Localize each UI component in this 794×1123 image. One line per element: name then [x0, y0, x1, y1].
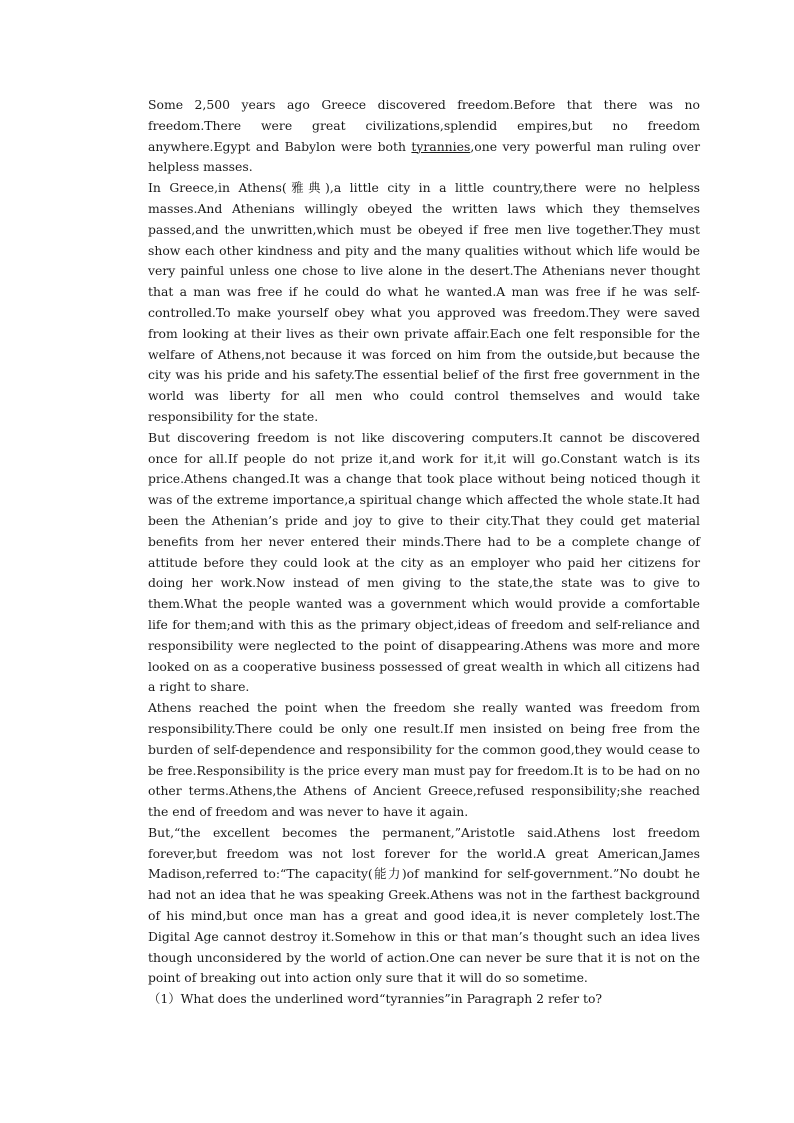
question-1: （1）What does the underlined word“tyrannies”in Paragraph 2 refer to?	[148, 991, 603, 1007]
paragraph-3: But discovering freedom is not like discovering computers.It cannot be discovered once for all.If people do not prize it,and work for it,it will go.Constant watch is its price.Athens changed.It was a change that took place without being noticed though it was of the extreme importance,a spiritual change which affected the whole state.It had been the Athenian’s pride and joy to give to their city.That they could get material benefits from her never entered their minds.There had to be a complete change of attitude before they could look at the city as an employer who paid her citizens for doing her work.Now instead of men giving to the state,the state was to give to them.What the people wanted was a government which would provide a comfortable life for them;and with this as the primary object,ideas of freedom and self-reliance and responsibility were neglected to the point of disappearing.Athens was more and more looked on as a cooperative business possessed of great wealth in which all citizens had a right to share.	[148, 429, 700, 695]
document-page	[148, 95, 700, 1010]
underlined-word: tyrannies	[411, 138, 471, 154]
paragraph-1-text-end: ,one very powerful man ruling over helpless masses.	[148, 138, 700, 175]
paragraph-1-text-start: Some 2,500 years ago Greece discovered freedom.Before that there was no freedom.There were great civilizations,splendid empires,but no freedom anywhere.Egypt and Babylon were both	[148, 97, 700, 154]
paragraph-4: Athens reached the point when the freedom she really wanted was freedom from responsibility.There could be only one result.If men insisted on being free from the burden of self-dependence and responsibility for the common good,they would cease to be free.Responsibility is the price every man must pay for freedom.It is to be had on no other terms.Athens,the Athens of Ancient Greece,refused responsibility;she reached the end of freedom and was never to have it again.	[148, 700, 700, 820]
paragraph-2: In Greece,in Athens(雅典),a little city in a little country,there were no helpless masses.And Athenians willingly obeyed the written laws which they themselves passed,and the unwritten,which must be obeyed if free men live together.They must show each other kindness and pity and the many qualities without which life would be very painful unless one chose to live alone in the desert.The Athenians never thought that a man was free if he could do what he wanted.A man was free if he was self-controlled.To make yourself obey what you approved was freedom.They were saved from looking at their lives as their own private affair.Each one felt responsible for the welfare of Athens,not because it was forced on him from the outside,but because the city was his pride and his safety.The essential belief of the first free government in the world was liberty for all men who could control themselves and would take responsibility for the state.	[148, 180, 700, 424]
paragraph-5: But,“the excellent becomes the permanent,”Aristotle said.Athens lost freedom forever,but freedom was not lost forever for the world.A great American,James Madison,referred to:“The capacity(能力)of mankind for self-government.”No doubt he had not an idea that he was speaking Greek.Athens was not in the farthest background of his mind,but once man has a great and good idea,it is never completely lost.The Digital Age cannot destroy it.Somehow in this or that man’s thought such an idea lives though unconsidered by the world of action.One can never be sure that it is not on the point of breaking out into action only sure that it will do so sometime.	[148, 824, 700, 986]
paragraph-1	[148, 95, 700, 178]
